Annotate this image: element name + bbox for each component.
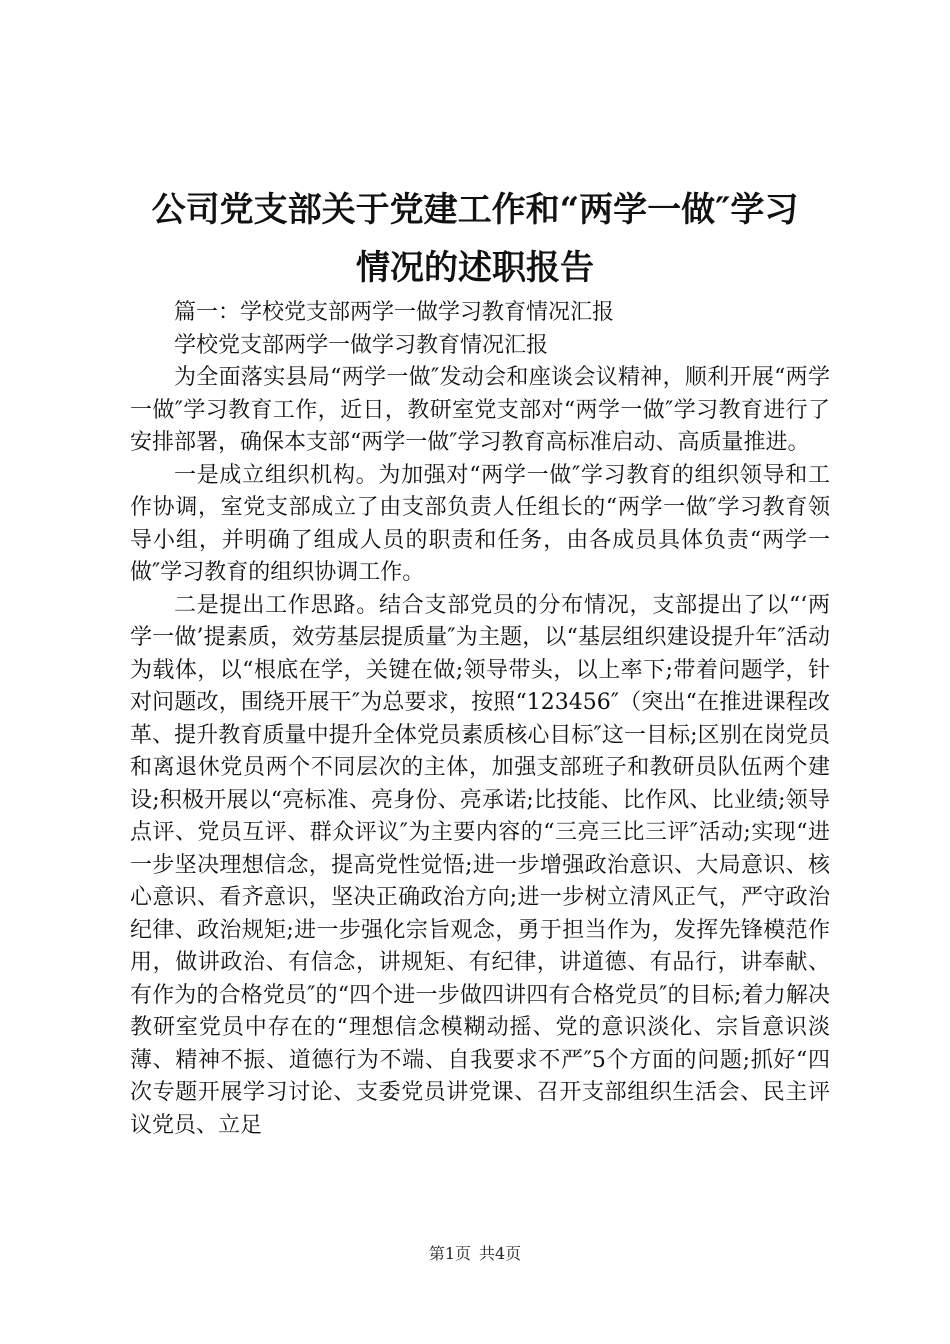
page-total: 共4页	[479, 1244, 522, 1263]
section-heading: 篇一：学校党支部两学一做学习教育情况汇报	[174, 300, 615, 325]
report-subtitle: 学校党支部两学一做学习教育情况汇报	[174, 332, 549, 358]
body-paragraph: 为全面落实县局“两学一做″发动会和座谈会议精神，顺利开展“两学一做″学习教育工作，近日，教研室党支部对“两学一做″学习教育进行了安排部署，确保本支部“两学一做″学习教育高标准启动、高质量推进。	[130, 365, 830, 455]
page-number: 第1页	[428, 1244, 471, 1263]
document-title-line-1: 公司党支部关于党建工作和“两学一做″学习	[151, 190, 799, 230]
body-paragraph: 一是成立组织机构。为加强对“两学一做″学习教育的组织领导和工作协调，室党支部成立了由支部负责人任组长的“两学一做″学习教育领导小组，并明确了组成人员的职责和任务，由各成员具体负责“两学一做″学习教育的组织协调工作。	[130, 462, 830, 585]
page-footer	[0, 1244, 950, 1264]
body-paragraph: 二是提出工作思路。结合支部党员的分布情况，支部提出了以“‘两学一做’提素质，效劳基层提质量″为主题，以“基层组织建设提升年″活动为载体，以“根底在学，关键在做;领导带头，以上率下;带着问题学，针对问题改，围绕开展干″为总要求，按照“123456″（突出“在推进课程改革、提升教育质量中提升全体党员素质核心目标″这一目标;区别在岗党员和离退休党员两个不同层次的主体，加强支部班子和教研员队伍两个建设;积极开展以“亮标准、亮身份、亮承诺;比技能、比作风、比业绩;领导点评、党员互评、群众评议″为主要内容的“三亮三比三评″活动;实现“进一步坚决理想信念，提高党性觉悟;进一步增强政治意识、大局意识、核心意识、看齐意识，坚决正确政治方向;进一步树立清风正气，严守政治纪律、政治规矩;进一步强化宗旨观念，勇于担当作为，发挥先锋模范作用，做讲政治、有信念，讲规矩、有纪律，讲道德、有品行，讲奉献、有作为的合格党员″的“四个进一步做四讲四有合格党员″的目标;着力解决教研室党员中存在的“理想信念模糊动摇、党的意识淡化、宗旨意识淡薄、精神不振、道德行为不端、自我要求不严″5个方面的问题;抓好“四次专题开展学习讨论、支委党员讲党课、召开支部组织生活会、民主评议党员、立足	[130, 592, 830, 1138]
document-body	[130, 297, 830, 1142]
document-title-line-2: 情况的述职报告	[356, 248, 594, 288]
